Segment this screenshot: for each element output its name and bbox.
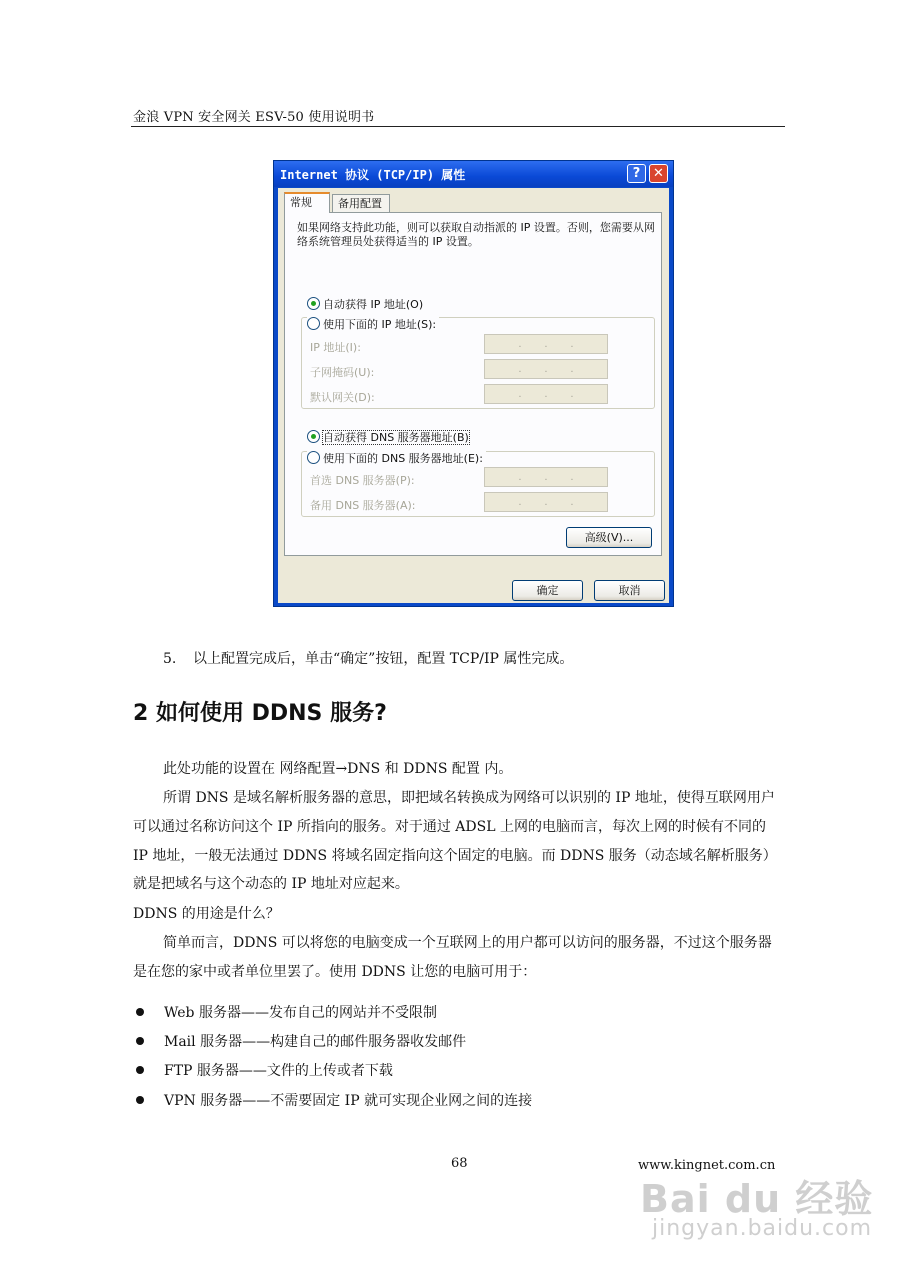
step-number: 5. bbox=[163, 651, 177, 667]
alternate-dns-label: 备用 DNS 服务器(A): bbox=[310, 499, 416, 512]
running-header: 金浪 VPN 安全网关 ESV-50 使用说明书 bbox=[133, 110, 375, 125]
subnet-mask-input[interactable]: . . . bbox=[484, 359, 608, 379]
manual-ip-label: 使用下面的 IP 地址(S): bbox=[323, 318, 437, 331]
dialog-titlebar bbox=[274, 161, 673, 187]
manual-dns-radio[interactable] bbox=[307, 451, 320, 464]
gateway-label: 默认网关(D): bbox=[310, 391, 375, 404]
auto-dns-label: 自动获得 DNS 服务器地址(B) bbox=[323, 431, 469, 444]
tab-alternate-config[interactable]: 备用配置 bbox=[332, 194, 390, 213]
step-5 bbox=[163, 648, 573, 668]
gateway-input[interactable]: . . . bbox=[484, 384, 608, 404]
bullet-vpn: VPN 服务器——不需要固定 IP 就可实现企业网之间的连接 bbox=[133, 1090, 532, 1110]
header-rule bbox=[131, 126, 785, 127]
tcpip-properties-dialog bbox=[273, 160, 674, 607]
bullet-dot bbox=[136, 1037, 144, 1045]
auto-dns-option[interactable] bbox=[307, 429, 469, 445]
tab-panel bbox=[284, 212, 662, 556]
manual-dns-option[interactable] bbox=[307, 450, 486, 466]
section-heading: 2 如何使用 DDNS 服务? bbox=[133, 701, 387, 726]
cancel-button[interactable]: 取消 bbox=[594, 580, 665, 601]
bullet-dot bbox=[136, 1096, 144, 1104]
auto-ip-option[interactable] bbox=[307, 296, 423, 312]
bullet-dot bbox=[136, 1008, 144, 1016]
ip-address-input[interactable]: . . . bbox=[484, 334, 608, 354]
manual-ip-option[interactable] bbox=[307, 316, 439, 332]
auto-ip-label: 自动获得 IP 地址(O) bbox=[323, 298, 424, 311]
auto-ip-radio[interactable] bbox=[307, 297, 320, 310]
manual-dns-label: 使用下面的 DNS 服务器地址(E): bbox=[323, 452, 483, 465]
bullet-dot bbox=[136, 1066, 144, 1074]
bullet-web: Web 服务器——发布自己的网站并不受限制 bbox=[133, 1002, 437, 1022]
paragraph-ddns-question: DDNS 的用途是什么？ bbox=[133, 906, 280, 922]
paragraph-dns-explanation: 所谓 DNS 是域名解析服务器的意思，即把域名转换成为网络可以识别的 IP 地址，使得互联网用户可以通过名称访问这个 IP 所指向的服务。对于通过 ADSL 上网的电脑而言，每次上网的时候有不同的 IP 地址，一般无法通过 DDNS 将域名固定指向这个固定的电脑。而 DDNS 服务（动态域名解析服务）就是把域名与这个动态的 IP 地址对应起来。 bbox=[133, 790, 777, 893]
step-text: 以上配置完成后，单击“确定”按钮，配置 TCP/IP 属性完成。 bbox=[193, 651, 574, 667]
auto-dns-radio[interactable] bbox=[307, 430, 320, 443]
baidu-jingyan-watermark-logo: Bai du 经验 bbox=[640, 1177, 874, 1221]
bullet-mail: Mail 服务器——构建自己的邮件服务器收发邮件 bbox=[133, 1031, 466, 1051]
advanced-button[interactable]: 高级(V)... bbox=[566, 527, 652, 548]
baidu-jingyan-watermark-url: jingyan.baidu.com bbox=[652, 1216, 873, 1241]
help-button[interactable]: ? bbox=[627, 164, 646, 183]
subnet-mask-label: 子网掩码(U): bbox=[310, 366, 375, 379]
dialog-description: 如果网络支持此功能，则可以获取自动指派的 IP 设置。否则，您需要从网络系统管理员处获得适当的 IP 设置。 bbox=[297, 221, 655, 248]
paragraph-settings-location: 此处功能的设置在 网络配置→DNS 和 DDNS 配置 内。 bbox=[163, 761, 513, 777]
dialog-title: Internet 协议 (TCP/IP) 属性 bbox=[280, 168, 466, 182]
tab-general[interactable]: 常规 bbox=[284, 192, 330, 213]
preferred-dns-input[interactable]: . . . bbox=[484, 467, 608, 487]
paragraph-ddns-answer: 简单而言，DDNS 可以将您的电脑变成一个互联网上的用户都可以访问的服务器，不过这个服务器是在您的家中或者单位里罢了。使用 DDNS 让您的电脑可用于： bbox=[133, 935, 772, 980]
bullet-ftp: FTP 服务器——文件的上传或者下载 bbox=[133, 1060, 393, 1080]
ok-button[interactable]: 确定 bbox=[512, 580, 583, 601]
footer-website: www.kingnet.com.cn bbox=[638, 1158, 776, 1173]
preferred-dns-label: 首选 DNS 服务器(P): bbox=[310, 474, 415, 487]
close-button[interactable]: ✕ bbox=[649, 164, 668, 183]
dialog-client bbox=[278, 188, 669, 603]
page-number: 68 bbox=[451, 1156, 468, 1171]
ip-address-label: IP 地址(I): bbox=[310, 341, 361, 354]
manual-ip-radio[interactable] bbox=[307, 317, 320, 330]
alternate-dns-input[interactable]: . . . bbox=[484, 492, 608, 512]
